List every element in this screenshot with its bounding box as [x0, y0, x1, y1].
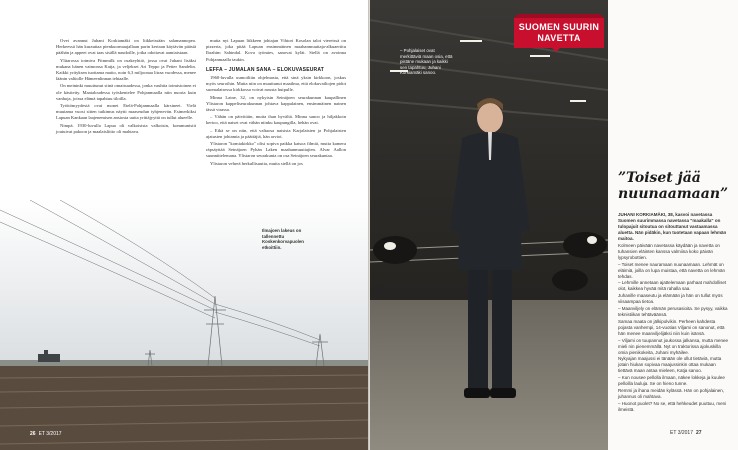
paragraph: Samaa maata on jälkipolvikin. Perheen kahdesta pojasta vanhempi, 14-vuotias Viljami on sanonut, että hän menee maanviljelijäksi niin kuin isänsä.: [618, 318, 725, 336]
paragraph: 1960-luvulla uumoiltiin ohjelmasta, että sinä yksin kirkkoon, joskus myös seuroihin. Mutta niin on muuttunut maailma, että elokuvailtojen pidot suomalaisessa kirkkossa voivat nousta huipulle.: [206, 75, 346, 93]
right-page: [370, 0, 738, 450]
paragraph: – Huonot puolet? No se, että hehkeudet puuttuu, meni ilmeistä.: [618, 400, 727, 412]
paragraph: – Lehmille annetaan ajattelemaan parhaat mahdolliset olot, kaikkea hyvää mitä rahalla saa.: [618, 280, 727, 292]
paragraph: Ylitarossa toimiva Fitmmilk on osakeyhtiö, jossa ovat Juhani lisäksi mukana hänen vaimonsa Katja, ja veljekset Ari Teppo ja Petter Sandelin. Kaikki yrityksen tuottama maito, noin 6,3 miljoonaa litraa vuodessa, menee läänin valtiolle Hämeenlinnan tehtaalle.: [56, 57, 196, 82]
page-number: 27: [695, 430, 702, 436]
page-folio: [670, 430, 702, 436]
paragraph: On meininki muuttunut siinä omaisuudessa, jonka vauhtia toimistoinen ei ole käsitetty. Maataloudessa työskentelee Pohjanmaalla niin nuoria kuin vanhoja, joissa elämä tapahtuu tiloilla.: [56, 83, 196, 101]
left-page: [0, 0, 368, 450]
paragraph: – Toiset menee nauramaan nuunaamaan. Lehmät on eläimiä, joilla on lupa muistaa, että navetta on lehmän tehdas.: [618, 261, 726, 279]
paragraph: – Eikä se on niin, että valtaosa naisista Karjalaisten ja Pohjalaisten ajatusten johtamia ja päättäjiä, hän arvioi.: [206, 127, 346, 139]
section-subhead: LEFFA – JUMALAN SANA – ELOKUVASEURAT: [206, 66, 325, 73]
paragraph: – Vähän on päivittäin, mutta ihan hyvältä. Minna sanoo ja hiljakkoin kertoo, että naiset ovat vähän niinku kaupungilla, hehän ovat.: [206, 114, 346, 126]
paragraph: Ylistaron "komiakirkko" olisi sopiva paikka katsoa filmiä, mutta kamera räpsäyttää Seinäjoen Pyhän Laken maahanmuuttajien. Alvar Aallon suunnittelemana. Ylistaron seurakunta on osa Seinäjoen seurakuntaa.: [206, 141, 346, 159]
banner-title: SUOMEN SUURIN NAVETTA: [518, 22, 600, 43]
magazine-issue: ET 3/2017: [38, 431, 62, 437]
article-headline: ”Toiset jää nuunaamaan”: [618, 170, 729, 202]
paragraph: – Kun nousee pellolla ilmaan, näkee lokkeja ja kuulee pelloilla lauluja. Se on hieno tunne.: [618, 375, 725, 387]
paragraph: Nykyajan maajussi ei tänään ole ollut tietäviä, mutta jotain hiukan sopivaa maajussinkin ottaa mukaan tiettävä maan antaa mieleen, Katja sanoo.: [618, 356, 722, 374]
page-folio: [30, 431, 62, 437]
photo-caption: – Pohjalaiset ovat merkittäviä maan osia, että pistäne mukaan ja kaikki sen tapahtuu, Juhani Korkiamäki sanoo.: [400, 48, 453, 76]
text-column-b: [206, 38, 346, 168]
text-column-a: [56, 38, 196, 136]
paragraph: Juhanille maaseutu ja elämään ja hän on tullut myös viisaampaa tietoa.: [618, 293, 723, 305]
paragraph: Nimpä. 1930-luvulla Lapua oli valkoisista valkoisin, kommunistit joutuivat pakoon ja maalaisliitto oli mahtava.: [56, 122, 196, 134]
magazine-issue: ET 3/2017: [670, 430, 693, 436]
paragraph: mutta nyt Lapuan liikkeen johtajan Vihtori Kosolan talot viereissä on pizzeria, joka pitää Lapuan ensimmäinen maahanmuuttaja-alkuaeriitu Ibrahim Sahindal. Kova työmies, sanovat kylät. Siellä on avoinna Pohjanmaalla taukin.: [206, 38, 346, 62]
paragraph: Kolmeen päivään navetassa käydään ja navetta on tuhansien eläinten kanssa valmiina koko päivän lypsyrobottien.: [618, 242, 720, 260]
article-body: [618, 212, 728, 414]
page-number: 26: [30, 431, 36, 437]
paragraph: – Viljami on tuupannut joukossa jalkansa, mutta menee mieli nin pienemmällä. Nyt on traktorissa ajokuskilla omia pienikokeita, Juhani myhäilee.: [618, 337, 728, 355]
lead-paragraph: JUHANI KORKIAMÄKI, 38, kasvoi navetassa Suomen suurimmassa navetassa "maakalla" on tulopajuit sitoutua on sitouttanut vastaamassa aluetta. Nän pidäkin, kun tuotetaan vapaan lehmän maitoa.: [618, 212, 727, 241]
paragraph: Minna Laine, 32, on nykyisin Seinäjoen seurakunnan kaupallinen Ylistaron kappeliseurakunnan johtava kappalainen, ensimmäinen nainen tässä virassa.: [206, 94, 346, 113]
paragraph: – Maanviljely on elämän perusasioita. Se pysyy, vaikka teknistiikan tehtäväänsä.: [618, 305, 728, 317]
paragraph: Työttömyydestä ovat monet Etelä-Pohjanmaalla kärsineet. Vielä muutama vuosi sitten tutkimus näytti maaseudun tyhjenevän. Esimerkiksi Lapuan Kankaan laajenemisen ansiosta uutta yrittäjyyttä on tullut alueelle.: [56, 103, 196, 121]
paragraph: Remmi ja ihana meidän kylässä. Hän on pohjalainen, juhannus oli mahtava.: [618, 387, 725, 399]
paragraph: Ylistaron vehreä herkullisuutta, mutta siellä on jos: [210, 160, 303, 166]
paragraph: Ovet avannut Juhani Korkiamäki on liikkeissään salamannopea. Herkeessä hän kurauttaa pienkuormaajallaan parin kertaan käytävän päästä päähän ja appeet ovat taas sisällä naudoille, jotka odottavat aamiaistaan.: [56, 38, 196, 56]
photo-caption: Ilmajoen lakeus on tallennettu Koskenkorvapuolen etkoittiin.: [262, 228, 304, 250]
